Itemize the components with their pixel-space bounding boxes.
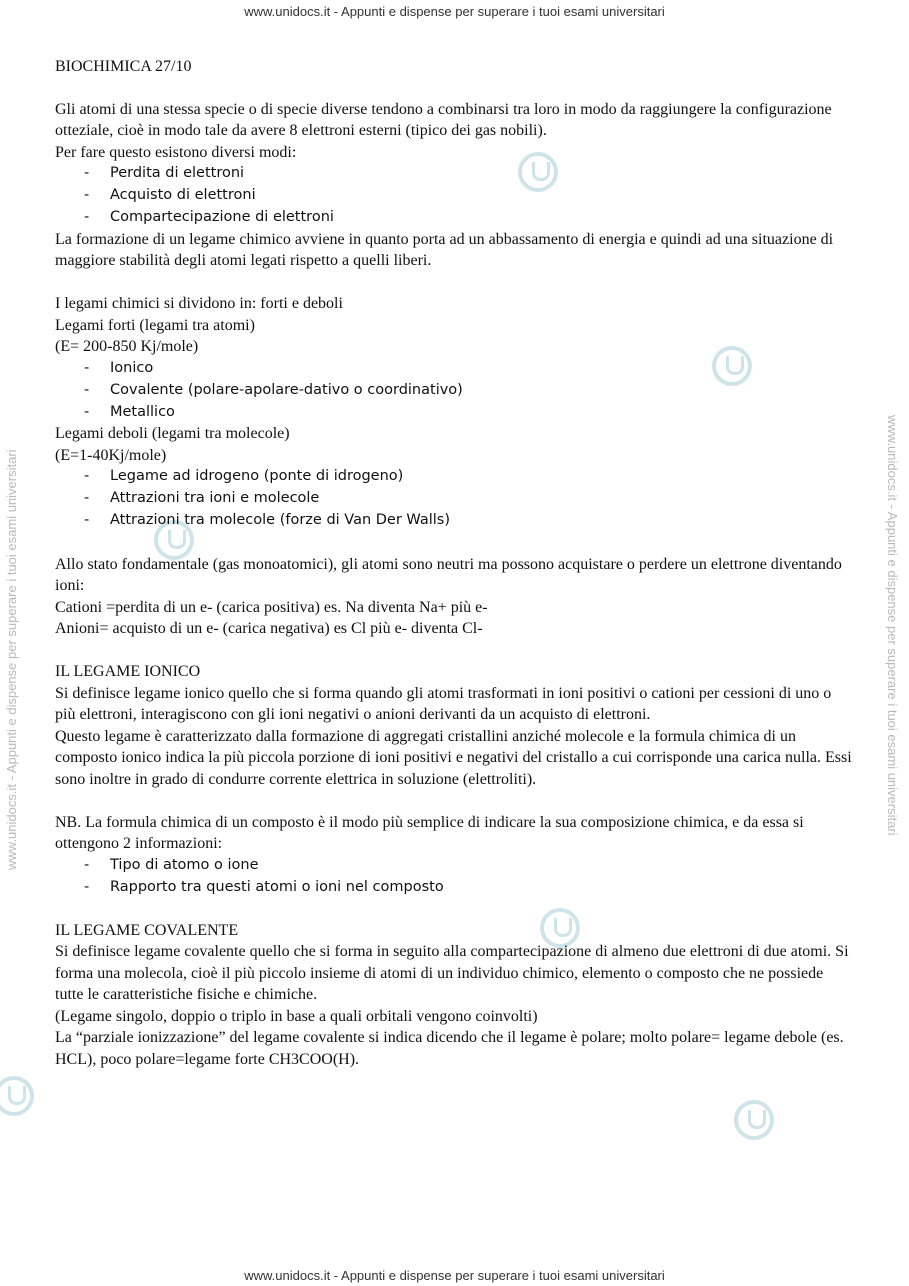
intro-paragraph: Per fare questo esistono diversi modi: (55, 143, 297, 161)
footer-watermark (0, 1268, 909, 1283)
list-item: - Perdita di elettroni (55, 163, 855, 185)
intro-paragraph: La formazione di un legame chimico avviene in quanto porta ad un abbassamento di energia e quindi ad una situazione di maggiore stabilità degli atomi legati rispetto a quelli liberi. (55, 230, 834, 270)
list-item: - Attrazioni tra molecole (forze di Van Der Walls) (55, 510, 855, 532)
footer-watermark-text: www.unidocs.it - Appunti e dispense per superare i tuoi esami universitari (244, 1268, 665, 1283)
weak-bonds-title: Legami deboli (legami tra molecole) (55, 425, 290, 443)
list-item: - Attrazioni tra ioni e molecole (55, 488, 855, 510)
side-watermark-right: www.unidocs.it - Appunti e dispense per superare i tuoi esami universitari (885, 415, 900, 836)
header-watermark (0, 4, 909, 19)
list-item: - Tipo di atomo o ione (55, 855, 855, 877)
watermark-logo-icon (0, 1076, 34, 1116)
covalent-paragraph: La “parziale ionizzazione” del legame covalente si indica dicendo che il legame è polare; molto polare= legame debole (es. HCL), poco polare=legame forte CH3COO(H). (55, 1029, 844, 1068)
list-item: - Acquisto di elettroni (55, 185, 855, 207)
weak-bonds-energy: (E=1-40Kj/mole) (55, 446, 167, 464)
ions-paragraph: Allo stato fondamentale (gas monoatomici), gli atomi sono neutri ma possono acquistare o perdere un elettrone diventando ioni: (55, 555, 842, 595)
list-item: - Metallico (55, 402, 855, 424)
anions-line: Anioni= acquisto di un e- (carica negativa) es Cl più e- diventa Cl- (55, 620, 483, 638)
modes-list (55, 163, 855, 229)
note-list (55, 855, 855, 899)
watermark-logo-icon (734, 1100, 774, 1140)
strong-bonds-list (55, 358, 855, 424)
list-item: - Rapporto tra questi atomi o ioni nel composto (55, 877, 855, 899)
ionic-heading: IL LEGAME IONICO (55, 663, 201, 681)
covalent-paragraph: Si definisce legame covalente quello che si forma in seguito alla compartecipazione di almeno due elettroni di due atomi. Si forma una molecola, cioè il più piccolo insieme di atomi di un individuo chimico, elemento o composto che ne possiede tutte le caratteristiche fisiche e chimiche. (55, 943, 849, 1004)
covalent-paragraph: (Legame singolo, doppio o triplo in base a quali orbitali vengono coinvolti) (55, 1007, 538, 1025)
strong-bonds-energy: (E= 200-850 Kj/mole) (55, 338, 199, 356)
document-title: BIOCHIMICA 27/10 (55, 58, 192, 75)
list-item: - Legame ad idrogeno (ponte di idrogeno) (55, 466, 855, 488)
strong-bonds-title: Legami forti (legami tra atomi) (55, 316, 255, 334)
list-item: - Ionico (55, 358, 855, 380)
bonds-intro: I legami chimici si dividono in: forti e deboli (55, 295, 343, 313)
document-body (55, 56, 855, 1070)
list-item: - Covalente (polare-apolare-dativo o coordinativo) (55, 380, 855, 402)
ionic-paragraph: Questo legame è caratterizzato dalla formazione di aggregati cristallini anziché molecole e la formula chimica di un composto ionico indica la più piccola porzione di ioni positivi e negativi del cristallo a cui corrisponde una carica nulla. Essi sono inoltre in grado di condurre corrente elettrica in soluzione (elettroliti). (55, 727, 852, 788)
cations-line: Cationi =perdita di un e- (carica positiva) es. Na diventa Na+ più e- (55, 598, 488, 616)
intro-paragraph: Gli atomi di una stessa specie o di specie diverse tendono a combinarsi tra loro in modo da raggiungere la configurazione otteziale, cioè in modo tale da avere 8 elettroni esterni (tipico dei gas nobili). (55, 100, 832, 139)
covalent-heading: IL LEGAME COVALENTE (55, 921, 239, 939)
header-watermark-text: www.unidocs.it - Appunti e dispense per superare i tuoi esami universitari (244, 4, 665, 19)
note-paragraph: NB. La formula chimica di un composto è il modo più semplice di indicare la sua composizione chimica, e da essa si ottengono 2 informazioni: (55, 813, 804, 853)
side-watermark-left: www.unidocs.it - Appunti e dispense per superare i tuoi esami universitari (4, 449, 19, 870)
ionic-paragraph: Si definisce legame ionico quello che si forma quando gli atomi trasformati in ioni positivi o cationi per cessioni di uno o più elettroni, interagiscono con gli ioni negativi o anioni derivanti da un acquisto di elettroni. (55, 684, 832, 724)
list-item: - Compartecipazione di elettroni (55, 207, 855, 229)
weak-bonds-list (55, 466, 855, 532)
